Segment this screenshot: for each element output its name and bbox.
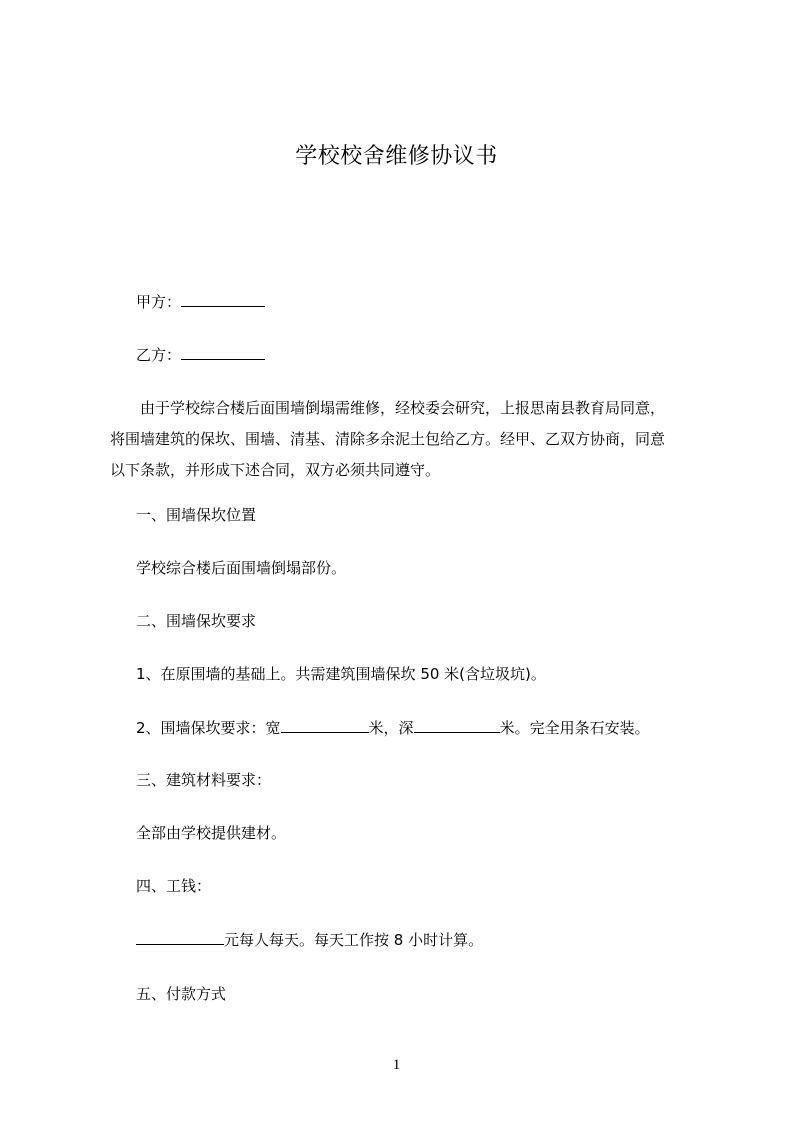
intro-line: 由于学校综合楼后面围墙倒塌需维修，经校委会研究，上报思南县教育局同意， bbox=[140, 399, 666, 417]
section2-heading: 二、围墙保坎要求 bbox=[136, 612, 257, 630]
section2-item1: 1、在原围墙的基础上。共需建筑围墙保坎 50 米(含垃圾坑)。 bbox=[136, 665, 546, 683]
section5-heading: 五、付款方式 bbox=[136, 985, 227, 1003]
page-number: 1 bbox=[392, 1057, 401, 1073]
section3-heading: 三、建筑材料要求： bbox=[136, 771, 272, 789]
section2-item2 bbox=[136, 717, 650, 738]
section4-body: 元每人每天。每天工作按 8 小时计算。 bbox=[224, 931, 484, 949]
width-blank bbox=[281, 717, 369, 733]
section1-body: 学校综合楼后面围墙倒塌部份。 bbox=[136, 559, 347, 577]
wage-blank bbox=[136, 929, 224, 945]
intro-line: 将围墙建筑的保坎、围墙、清基、清除多余泥土包给乙方。经甲、乙双方协商，同意 bbox=[110, 430, 666, 448]
intro-paragraph bbox=[110, 393, 690, 486]
party-b-label: 乙方： bbox=[136, 346, 182, 364]
section4-heading: 四、工钱： bbox=[136, 877, 212, 895]
section3-body: 全部由学校提供建材。 bbox=[136, 824, 287, 842]
section4-line bbox=[136, 929, 483, 950]
party-a-line bbox=[136, 291, 265, 312]
depth-requirement-label: 米，深 bbox=[368, 719, 414, 737]
party-a-label: 甲方： bbox=[136, 293, 182, 311]
party-b-blank bbox=[181, 344, 265, 360]
document-title: 学校校舍维修协议书 bbox=[295, 144, 498, 169]
section1-heading: 一、围墙保坎位置 bbox=[136, 506, 257, 524]
installation-note: 米。完全用条石安装。 bbox=[499, 719, 650, 737]
depth-blank bbox=[414, 717, 500, 733]
party-a-blank bbox=[181, 291, 265, 307]
intro-line: 以下条款，并形成下述合同，双方必须共同遵守。 bbox=[110, 461, 441, 479]
width-requirement-label: 2、围墙保坎要求：宽 bbox=[136, 719, 281, 737]
party-b-line bbox=[136, 344, 265, 365]
